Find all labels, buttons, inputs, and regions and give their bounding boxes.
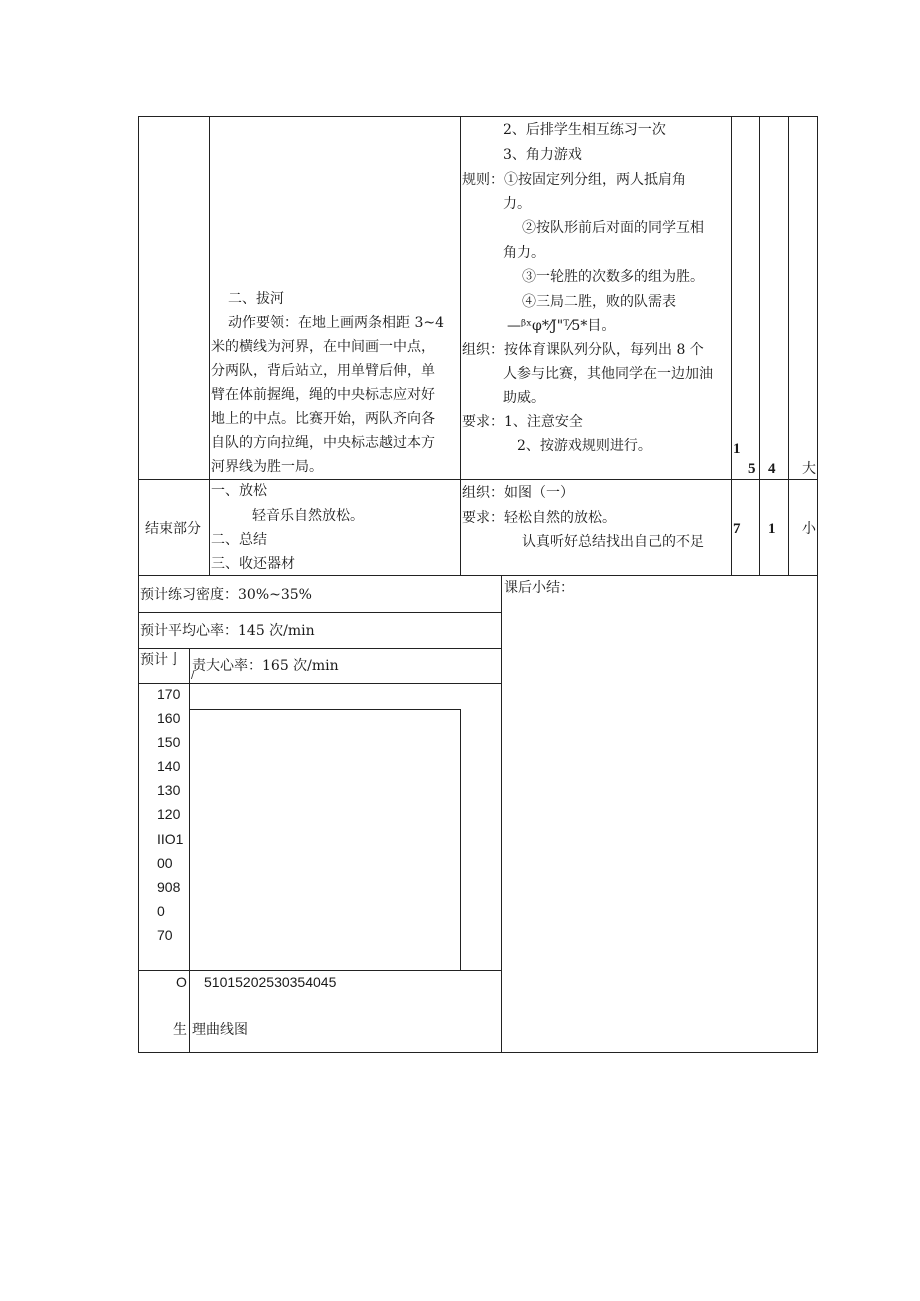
upper-count: 4 bbox=[768, 461, 776, 477]
density-row-border bbox=[138, 612, 501, 613]
ending-section-bottom-border bbox=[138, 575, 818, 576]
upper-section-bottom-border bbox=[138, 479, 818, 480]
method-line: —ᵝˣφ*⁄J"ᵀ⁄5*目。 bbox=[507, 318, 616, 334]
content-title: 二、拔河 bbox=[228, 291, 284, 307]
content-line: 臂在体前握绳，绳的中央标志应对好 bbox=[211, 387, 435, 403]
average-heart-rate: 预计平均心率：145 次/min bbox=[140, 623, 315, 639]
y-axis-tick-label: 908 bbox=[157, 879, 181, 895]
method-line: ④三局二胜，败的队需表 bbox=[522, 294, 676, 310]
ending-content-line: 轻音乐自然放松。 bbox=[252, 508, 364, 524]
y-axis-tick-label: 120 bbox=[157, 806, 181, 822]
table-left-border bbox=[138, 116, 139, 1053]
y-axis-tick-label: 150 bbox=[157, 734, 181, 750]
ending-method-line: 认真听好总结找出自己的不足 bbox=[522, 534, 704, 550]
ending-content-line: 一、放松 bbox=[211, 483, 267, 499]
y-axis-tick-label: 130 bbox=[157, 782, 181, 798]
upper-intensity: 大 bbox=[802, 461, 816, 477]
upper-time-digit: 5 bbox=[748, 461, 756, 477]
method-line: ③一轮胜的次数多的组为胜。 bbox=[522, 269, 704, 285]
method-line: 规则：①按固定列分组，两人抵肩角 bbox=[462, 172, 686, 188]
content-line: 分两队，背后站立，用单臂后伸，单 bbox=[211, 363, 435, 379]
practice-density: 预计练习密度：30%~35% bbox=[140, 587, 312, 603]
x-axis-tick-labels: 51015202530354045 bbox=[204, 974, 337, 990]
col-method-divider bbox=[731, 116, 732, 576]
ending-section-label: 结束部分 bbox=[145, 521, 201, 537]
y-axis-tick-label: 00 bbox=[157, 855, 173, 871]
table-top-border bbox=[138, 116, 818, 117]
content-line: 自队的方向拉绳，中央标志越过本方 bbox=[211, 435, 435, 451]
method-line: 角力。 bbox=[503, 245, 545, 261]
col-time-divider bbox=[759, 116, 760, 576]
y-axis-tick-label: 170 bbox=[157, 686, 181, 702]
method-line: ②按队形前后对面的同学互相 bbox=[522, 220, 704, 236]
after-class-summary-label: 课后小结： bbox=[504, 580, 574, 596]
method-line: 3、角力游戏 bbox=[503, 147, 582, 163]
col-count-divider bbox=[788, 116, 789, 576]
method-line: 组织：按体育课队列分队，每列出 8 个 bbox=[462, 342, 704, 358]
y-axis-tick-label: 70 bbox=[157, 927, 173, 943]
y-axis-tick-label: 0 bbox=[157, 903, 165, 919]
chart-caption: 理曲线图 bbox=[192, 1022, 248, 1038]
method-line: 2、按游戏规则进行。 bbox=[517, 438, 652, 454]
ending-method-line: 组织：如图（一） bbox=[462, 485, 574, 501]
col-section-divider bbox=[209, 116, 210, 576]
method-line: 助威。 bbox=[503, 390, 545, 406]
content-line: 米的横线为河界，在中间画一中点， bbox=[211, 339, 435, 355]
content-line: 河界线为胜一局。 bbox=[211, 459, 323, 475]
ending-method-line: 要求：轻松自然的放松。 bbox=[462, 510, 616, 526]
content-line: 动作要领：在地上画两条相距 3~4 bbox=[228, 315, 444, 331]
chart-origin-label: O bbox=[176, 974, 187, 990]
table-right-border bbox=[817, 116, 818, 1053]
col-content-divider bbox=[460, 116, 461, 576]
y-axis-tick-label: 140 bbox=[157, 758, 181, 774]
max-hr-row-border bbox=[138, 683, 501, 684]
chart-caption-prefix: 生 bbox=[173, 1022, 187, 1038]
ending-time: 7 bbox=[733, 521, 741, 537]
max-heart-rate-slash: / bbox=[191, 670, 195, 681]
y-axis-tick-label: 160 bbox=[157, 710, 181, 726]
chart-right-line bbox=[460, 709, 461, 971]
ending-content-line: 三、收还器材 bbox=[211, 556, 295, 572]
avg-hr-row-border bbox=[138, 648, 501, 649]
stats-summary-divider bbox=[501, 575, 502, 1053]
ending-intensity: 小 bbox=[802, 521, 816, 537]
chart-bottom-border bbox=[138, 970, 501, 971]
ending-content-line: 二、总结 bbox=[211, 532, 267, 548]
y-axis-tick-label: IIO1 bbox=[157, 831, 184, 847]
method-line: 要求：1、注意安全 bbox=[462, 414, 583, 430]
content-line: 地上的中点。比赛开始，两队齐向各 bbox=[211, 411, 435, 427]
method-line: 人参与比赛，其他同学在一边加油 bbox=[503, 366, 713, 382]
chart-top-line bbox=[190, 709, 461, 710]
method-line: 2、后排学生相互练习一次 bbox=[503, 122, 666, 138]
ending-count: 1 bbox=[768, 521, 776, 537]
max-heart-rate: 责大心率：165 次/min bbox=[192, 658, 339, 674]
method-line: 力。 bbox=[503, 196, 531, 212]
upper-time-digit: 1 bbox=[733, 441, 741, 457]
max-heart-rate-prefix: 预计亅 bbox=[140, 652, 182, 668]
table-bottom-border bbox=[138, 1052, 818, 1053]
